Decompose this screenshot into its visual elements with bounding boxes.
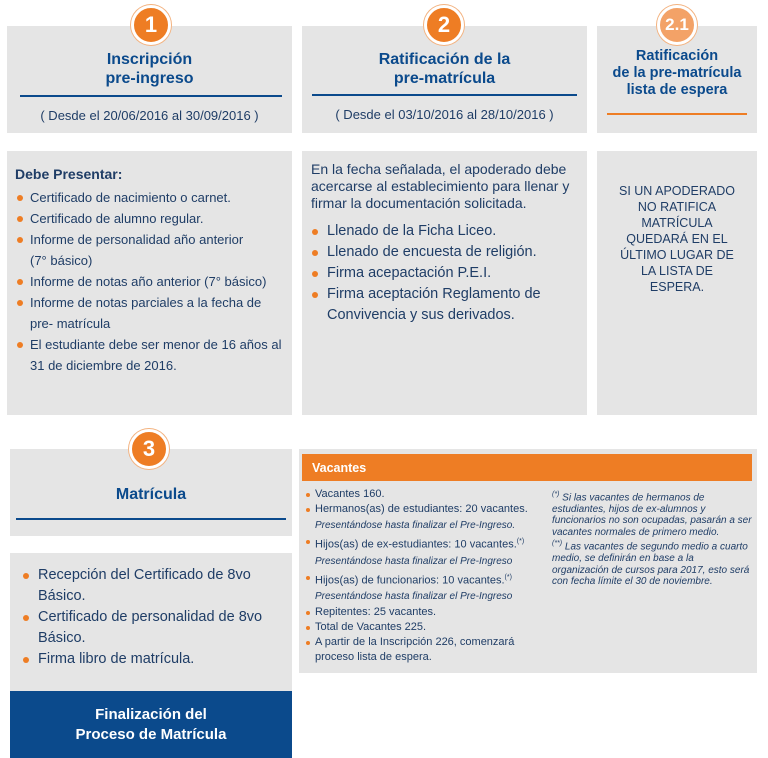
step21-number-badge: 2.1 bbox=[657, 5, 697, 45]
step21-notice-box bbox=[597, 151, 757, 415]
footnote-1: (*) Si las vacantes de hermanos de estudiantes, hijos de ex-alumnos y funcionarios no son ocupadas, pasarán a ser vacantes normales de primero medio. bbox=[552, 491, 752, 538]
list-item: Firma libro de matrícula. bbox=[22, 649, 284, 670]
list-item: Hijos(as) de ex-estudiantes: 10 vacantes.(*) Presentándose hasta finalizar el Pre-Ingreso bbox=[306, 534, 542, 570]
step1-requirements-heading: Debe Presentar: bbox=[15, 166, 123, 182]
list-item: Llenado de encuesta de religión. bbox=[311, 242, 583, 263]
step1-number-badge: 1 bbox=[131, 5, 171, 45]
step2-requirements-box bbox=[302, 151, 587, 415]
list-item: Hermanos(as) de estudiantes: 20 vacantes. Presentándose hasta finalizar el Pre-Ingreso. bbox=[306, 502, 542, 534]
step1-title: Inscripción pre-ingreso bbox=[105, 51, 194, 87]
vacantes-header: Vacantes bbox=[302, 454, 752, 481]
waitlist-notice: SI UN APODERADO NO RATIFICA MATRÍCULA QUEDARÁ EN EL ÚLTIMO LUGAR DE LA LISTA DE ESPERA. bbox=[619, 184, 735, 294]
step3-requirements-list bbox=[22, 565, 284, 670]
list-item: Recepción del Certificado de 8vo Básico. bbox=[22, 565, 284, 607]
vacantes-list bbox=[306, 487, 542, 665]
step1-divider bbox=[20, 95, 282, 97]
step2-dates: ( Desde el 03/10/2016 al 28/10/2016 ) bbox=[335, 107, 554, 122]
list-item: Repitentes: 25 vacantes. bbox=[306, 605, 542, 620]
list-item: Informe de notas parciales a la fecha de pre- matrícula bbox=[16, 292, 288, 334]
step1-requirements-list bbox=[16, 187, 288, 376]
step1-requirements-box bbox=[7, 151, 292, 415]
list-item: Total de Vacantes 225. bbox=[306, 620, 542, 635]
step2-divider bbox=[312, 94, 577, 96]
step2-intro-text: En la fecha señalada, el apoderado debe acercarse al establecimiento para llenar y firmar la documentación solicitada. bbox=[311, 161, 570, 211]
step2-title: Ratificación de la pre-matrícula bbox=[378, 51, 511, 87]
list-item: Certificado de personalidad de 8vo Básico. bbox=[22, 607, 284, 649]
list-item: Certificado de alumno regular. bbox=[16, 208, 288, 229]
footnote-2: (**) Las vacantes de segundo medio a cuarto medio, se definirán en base a la organización de cursos para 2017, esto será con fecha límite el 30 de noviembre. bbox=[552, 540, 750, 588]
step1-dates: ( Desde el 20/06/2016 al 30/09/2016 ) bbox=[40, 108, 259, 123]
step3-requirements-box bbox=[10, 553, 292, 691]
list-item: Llenado de la Ficha Liceo. bbox=[311, 221, 583, 242]
step3-title: Matrícula bbox=[115, 486, 187, 503]
vacantes-footnotes bbox=[552, 489, 752, 588]
list-item: El estudiante debe ser menor de 16 años al 31 de diciembre de 2016. bbox=[16, 334, 288, 376]
step3-number-badge: 3 bbox=[129, 429, 169, 469]
list-item: Informe de notas año anterior (7° básico) bbox=[16, 271, 288, 292]
list-item: Hijos(as) de funcionarios: 10 vacantes.(*) Presentándose hasta finalizar el Pre-Ingreso bbox=[306, 570, 542, 606]
step21-divider bbox=[607, 113, 747, 115]
step21-title: Ratificación de la pre-matrícula lista de espera bbox=[612, 48, 742, 98]
step2-requirements-list bbox=[311, 221, 583, 326]
list-item: Vacantes 160. bbox=[306, 487, 542, 502]
list-item: Certificado de nacimiento o carnet. bbox=[16, 187, 288, 208]
list-item: Informe de personalidad año anterior (7° básico) bbox=[16, 229, 288, 271]
step2-number-badge: 2 bbox=[424, 5, 464, 45]
list-item: A partir de la Inscripción 226, comenzará proceso lista de espera. bbox=[306, 635, 542, 665]
list-item: Firma acepactación P.E.I. bbox=[311, 263, 583, 284]
list-item: Firma aceptación Reglamento de Convivencia y sus derivados. bbox=[311, 284, 583, 326]
enrollment-final-banner: Finalización del Proceso de Matrícula bbox=[10, 691, 292, 758]
step3-divider bbox=[16, 518, 286, 520]
